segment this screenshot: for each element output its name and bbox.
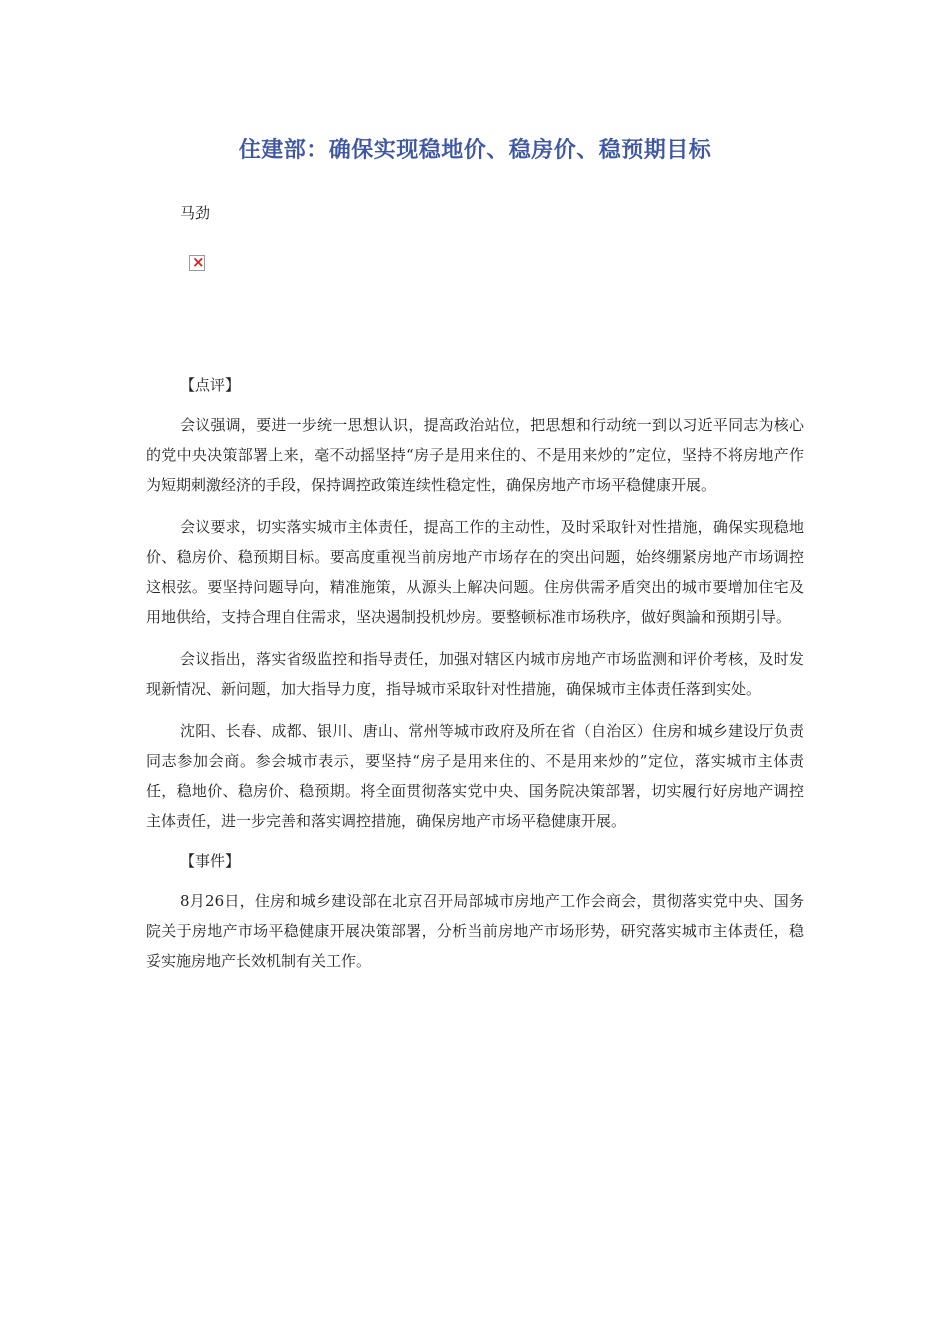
paragraph: 会议强调，要进一步统一思想认识，提高政治站位，把思想和行动统一到以习近平同志为核心的党中央决策部署上来，毫不动摇坚持“房子是用来住的、不是用来炒的”定位，坚持不将房地产作为短期刺激经济的手段，保持调控政策连续性稳定性，确保房地产市场平稳健康开展。: [146, 416, 804, 494]
section-label-event: 【事件】: [180, 852, 241, 870]
paragraph: 沈阳、长春、成都、银川、唐山、常州等城市政府及所在省（自治区）住房和城乡建设厅负责同志参加会商。参会城市表示，要坚持“房子是用来住的、不是用来炒的”定位，落实城市主体责任，稳地价、稳房价、稳预期。将全面贯彻落实党中央、国务院决策部署，切实履行好房地产调控主体责任，进一步完善和落实调控措施，确保房地产市场平稳健康开展。: [146, 722, 804, 830]
paragraph: 会议指出，落实省级监控和指导责任，加强对辖区内城市房地产市场监测和评价考核，及时发现新情况、新问题，加大指导力度，指导城市采取针对性措施，确保城市主体责任落到实处。: [146, 650, 804, 698]
section-label-comment: 【点评】: [180, 376, 241, 394]
article-body: [146, 370, 804, 976]
article-title: 住建部：确保实现稳地价、稳房价、稳预期目标: [238, 138, 712, 163]
paragraph: 会议要求，切实落实城市主体责任，提高工作的主动性，及时采取针对性措施，确保实现稳地价、稳房价、稳预期目标。要高度重视当前房地产市场存在的突出问题，始终绷紧房地产市场调控这根弦。要坚持问题导向，精准施策，从源头上解决问题。住房供需矛盾突出的城市要增加住宅及用地供给，支持合理自住需求，坚决遏制投机炒房。要整顿标准市场秩序，做好舆論和预期引导。: [146, 518, 804, 626]
broken-image-icon: [189, 255, 205, 271]
paragraph: 8月26日，住房和城乡建设部在北京召开局部城市房地产工作会商会，贯彻落实党中央、国务院关于房地产市场平稳健康开展决策部署，分析当前房地产市场形势，研究落实城市主体责任，稳妥实施房地产长效机制有关工作。: [146, 892, 804, 970]
article-author: 马劲: [180, 204, 211, 222]
